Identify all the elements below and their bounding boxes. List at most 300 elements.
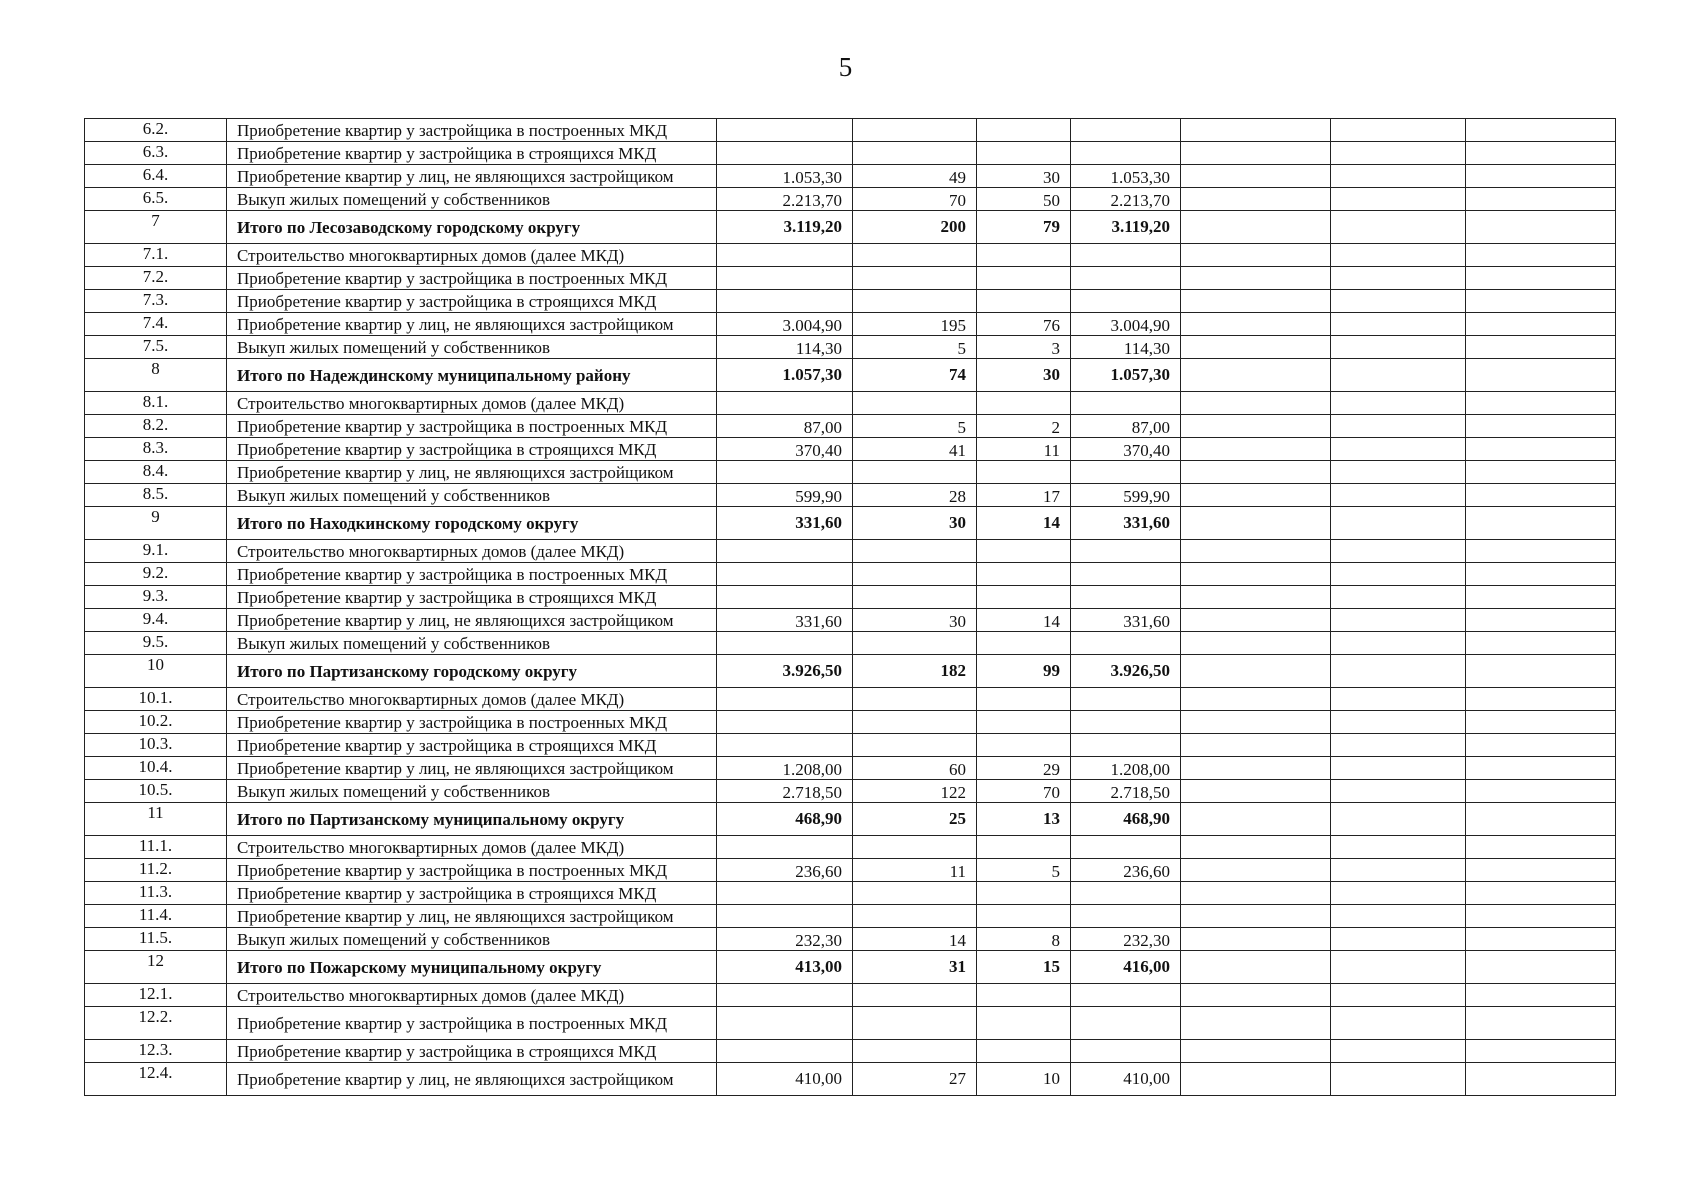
page-number: 5 xyxy=(838,52,853,82)
row-number-cell: 6.3. xyxy=(85,142,227,165)
table-row xyxy=(85,415,1616,438)
families-cell xyxy=(853,586,977,609)
families-cell xyxy=(853,836,977,859)
table-row xyxy=(85,928,1616,951)
empty-cell xyxy=(1181,119,1331,142)
row-name-cell: Приобретение квартир у застройщика в строящихся МКД xyxy=(227,438,717,461)
table-row xyxy=(85,688,1616,711)
premises-cell xyxy=(977,461,1071,484)
table-row xyxy=(85,632,1616,655)
empty-cell xyxy=(1181,313,1331,336)
families-cell: 195 xyxy=(853,313,977,336)
empty-cell xyxy=(1181,484,1331,507)
cost-cell xyxy=(717,1040,853,1063)
row-name-cell: Приобретение квартир у застройщика в строящихся МКД xyxy=(227,1040,717,1063)
families-cell: 5 xyxy=(853,415,977,438)
row-number-cell: 10.5. xyxy=(85,780,227,803)
amount-cell xyxy=(1071,711,1181,734)
families-cell xyxy=(853,632,977,655)
premises-cell xyxy=(977,905,1071,928)
cost-cell xyxy=(717,836,853,859)
cost-cell xyxy=(717,905,853,928)
row-name-cell: Итого по Партизанскому городскому округу xyxy=(227,655,717,688)
empty-cell xyxy=(1466,415,1616,438)
empty-cell xyxy=(1181,142,1331,165)
cost-cell xyxy=(717,1007,853,1040)
empty-cell xyxy=(1466,882,1616,905)
table-row xyxy=(85,1007,1616,1040)
row-number-cell: 9.3. xyxy=(85,586,227,609)
amount-cell xyxy=(1071,119,1181,142)
row-name-cell: Строительство многоквартирных домов (далее МКД) xyxy=(227,540,717,563)
row-name-cell: Приобретение квартир у застройщика в строящихся МКД xyxy=(227,142,717,165)
empty-cell xyxy=(1466,267,1616,290)
empty-cell xyxy=(1181,1040,1331,1063)
table-row xyxy=(85,313,1616,336)
cost-cell: 3.004,90 xyxy=(717,313,853,336)
empty-cell xyxy=(1466,142,1616,165)
empty-cell xyxy=(1181,711,1331,734)
families-cell: 74 xyxy=(853,359,977,392)
empty-cell xyxy=(1466,313,1616,336)
empty-cell xyxy=(1466,1040,1616,1063)
empty-cell xyxy=(1466,711,1616,734)
empty-cell xyxy=(1181,951,1331,984)
row-name-cell: Приобретение квартир у застройщика в построенных МКД xyxy=(227,415,717,438)
empty-cell xyxy=(1331,211,1466,244)
empty-cell xyxy=(1181,609,1331,632)
families-cell xyxy=(853,1040,977,1063)
premises-cell: 79 xyxy=(977,211,1071,244)
row-number-cell: 12.2. xyxy=(85,1007,227,1040)
cost-cell xyxy=(717,142,853,165)
empty-cell xyxy=(1331,757,1466,780)
empty-cell xyxy=(1331,859,1466,882)
families-cell xyxy=(853,461,977,484)
families-cell: 25 xyxy=(853,803,977,836)
premises-cell xyxy=(977,586,1071,609)
premises-cell: 14 xyxy=(977,609,1071,632)
empty-cell xyxy=(1181,290,1331,313)
row-number-cell: 6.5. xyxy=(85,188,227,211)
amount-cell xyxy=(1071,1007,1181,1040)
row-name-cell: Приобретение квартир у застройщика в построенных МКД xyxy=(227,267,717,290)
empty-cell xyxy=(1331,1007,1466,1040)
empty-cell xyxy=(1466,859,1616,882)
table-row xyxy=(85,836,1616,859)
row-number-cell: 9.5. xyxy=(85,632,227,655)
table-row xyxy=(85,392,1616,415)
table-row xyxy=(85,290,1616,313)
row-name-cell: Строительство многоквартирных домов (далее МКД) xyxy=(227,984,717,1007)
table-row xyxy=(85,882,1616,905)
table-row xyxy=(85,119,1616,142)
row-number-cell: 8 xyxy=(85,359,227,392)
row-name-cell: Выкуп жилых помещений у собственников xyxy=(227,780,717,803)
amount-cell: 1.057,30 xyxy=(1071,359,1181,392)
cost-cell: 2.718,50 xyxy=(717,780,853,803)
empty-cell xyxy=(1181,803,1331,836)
row-number-cell: 11.3. xyxy=(85,882,227,905)
premises-cell xyxy=(977,392,1071,415)
premises-cell: 13 xyxy=(977,803,1071,836)
empty-cell xyxy=(1466,392,1616,415)
empty-cell xyxy=(1331,484,1466,507)
empty-cell xyxy=(1331,415,1466,438)
empty-cell xyxy=(1466,655,1616,688)
empty-cell xyxy=(1331,632,1466,655)
empty-cell xyxy=(1466,563,1616,586)
amount-cell xyxy=(1071,563,1181,586)
row-number-cell: 10.2. xyxy=(85,711,227,734)
empty-cell xyxy=(1331,461,1466,484)
families-cell: 41 xyxy=(853,438,977,461)
families-cell xyxy=(853,688,977,711)
premises-cell xyxy=(977,244,1071,267)
amount-cell xyxy=(1071,836,1181,859)
premises-cell: 50 xyxy=(977,188,1071,211)
row-name-cell: Приобретение квартир у застройщика в строящихся МКД xyxy=(227,290,717,313)
row-name-cell: Строительство многоквартирных домов (далее МКД) xyxy=(227,244,717,267)
empty-cell xyxy=(1331,563,1466,586)
cost-cell: 3.119,20 xyxy=(717,211,853,244)
cost-cell xyxy=(717,586,853,609)
table-row xyxy=(85,1040,1616,1063)
families-cell: 60 xyxy=(853,757,977,780)
cost-cell: 410,00 xyxy=(717,1063,853,1096)
amount-cell xyxy=(1071,688,1181,711)
empty-cell xyxy=(1181,359,1331,392)
amount-cell: 599,90 xyxy=(1071,484,1181,507)
table-row xyxy=(85,142,1616,165)
row-number-cell: 6.2. xyxy=(85,119,227,142)
row-number-cell: 6.4. xyxy=(85,165,227,188)
premises-cell xyxy=(977,711,1071,734)
row-name-cell: Выкуп жилых помещений у собственников xyxy=(227,928,717,951)
empty-cell xyxy=(1466,688,1616,711)
amount-cell: 2.213,70 xyxy=(1071,188,1181,211)
empty-cell xyxy=(1331,507,1466,540)
row-number-cell: 8.1. xyxy=(85,392,227,415)
row-name-cell: Выкуп жилых помещений у собственников xyxy=(227,336,717,359)
premises-cell: 30 xyxy=(977,359,1071,392)
empty-cell xyxy=(1466,734,1616,757)
row-name-cell: Приобретение квартир у застройщика в построенных МКД xyxy=(227,859,717,882)
empty-cell xyxy=(1466,586,1616,609)
row-name-cell: Выкуп жилых помещений у собственников xyxy=(227,188,717,211)
premises-cell: 30 xyxy=(977,165,1071,188)
program-table xyxy=(84,118,1616,1096)
empty-cell xyxy=(1331,267,1466,290)
table-row xyxy=(85,711,1616,734)
empty-cell xyxy=(1181,632,1331,655)
empty-cell xyxy=(1466,290,1616,313)
cost-cell: 3.926,50 xyxy=(717,655,853,688)
table-row xyxy=(85,336,1616,359)
table-row xyxy=(85,780,1616,803)
amount-cell: 3.119,20 xyxy=(1071,211,1181,244)
empty-cell xyxy=(1181,188,1331,211)
amount-cell: 410,00 xyxy=(1071,1063,1181,1096)
premises-cell xyxy=(977,984,1071,1007)
empty-cell xyxy=(1331,359,1466,392)
table-body xyxy=(85,119,1616,1096)
empty-cell xyxy=(1181,415,1331,438)
premises-cell: 17 xyxy=(977,484,1071,507)
cost-cell: 599,90 xyxy=(717,484,853,507)
premises-cell xyxy=(977,563,1071,586)
families-cell: 49 xyxy=(853,165,977,188)
row-number-cell: 10.3. xyxy=(85,734,227,757)
families-cell: 200 xyxy=(853,211,977,244)
amount-cell: 2.718,50 xyxy=(1071,780,1181,803)
row-number-cell: 9 xyxy=(85,507,227,540)
row-name-cell: Приобретение квартир у лиц, не являющихся застройщиком xyxy=(227,461,717,484)
families-cell xyxy=(853,984,977,1007)
families-cell: 30 xyxy=(853,609,977,632)
cost-cell xyxy=(717,540,853,563)
cost-cell xyxy=(717,267,853,290)
cost-cell xyxy=(717,461,853,484)
empty-cell xyxy=(1331,688,1466,711)
table-row xyxy=(85,586,1616,609)
families-cell xyxy=(853,882,977,905)
amount-cell: 416,00 xyxy=(1071,951,1181,984)
empty-cell xyxy=(1466,836,1616,859)
empty-cell xyxy=(1331,1040,1466,1063)
cost-cell: 1.208,00 xyxy=(717,757,853,780)
premises-cell: 2 xyxy=(977,415,1071,438)
amount-cell: 331,60 xyxy=(1071,507,1181,540)
premises-cell xyxy=(977,1007,1071,1040)
families-cell xyxy=(853,244,977,267)
empty-cell xyxy=(1331,711,1466,734)
cost-cell xyxy=(717,392,853,415)
families-cell: 122 xyxy=(853,780,977,803)
cost-cell: 413,00 xyxy=(717,951,853,984)
empty-cell xyxy=(1331,803,1466,836)
empty-cell xyxy=(1466,359,1616,392)
row-name-cell: Приобретение квартир у застройщика в строящихся МКД xyxy=(227,882,717,905)
row-number-cell: 7.5. xyxy=(85,336,227,359)
row-number-cell: 11.1. xyxy=(85,836,227,859)
empty-cell xyxy=(1181,984,1331,1007)
empty-cell xyxy=(1466,632,1616,655)
cost-cell xyxy=(717,711,853,734)
amount-cell xyxy=(1071,632,1181,655)
empty-cell xyxy=(1181,655,1331,688)
table-total-row xyxy=(85,507,1616,540)
families-cell xyxy=(853,142,977,165)
row-number-cell: 7 xyxy=(85,211,227,244)
premises-cell: 11 xyxy=(977,438,1071,461)
empty-cell xyxy=(1331,142,1466,165)
amount-cell: 370,40 xyxy=(1071,438,1181,461)
row-number-cell: 9.1. xyxy=(85,540,227,563)
row-name-cell: Итого по Пожарскому муниципальному округу xyxy=(227,951,717,984)
table-total-row xyxy=(85,211,1616,244)
empty-cell xyxy=(1466,507,1616,540)
table-row xyxy=(85,484,1616,507)
row-name-cell: Итого по Партизанскому муниципальному округу xyxy=(227,803,717,836)
row-name-cell: Строительство многоквартирных домов (далее МКД) xyxy=(227,836,717,859)
table-row xyxy=(85,267,1616,290)
table-row xyxy=(85,905,1616,928)
families-cell: 31 xyxy=(853,951,977,984)
row-name-cell: Приобретение квартир у лиц, не являющихся застройщиком xyxy=(227,905,717,928)
row-name-cell: Приобретение квартир у лиц, не являющихся застройщиком xyxy=(227,1063,717,1096)
amount-cell: 3.004,90 xyxy=(1071,313,1181,336)
empty-cell xyxy=(1181,757,1331,780)
table-row xyxy=(85,438,1616,461)
empty-cell xyxy=(1181,780,1331,803)
row-name-cell: Приобретение квартир у лиц, не являющихся застройщиком xyxy=(227,609,717,632)
families-cell: 5 xyxy=(853,336,977,359)
empty-cell xyxy=(1466,165,1616,188)
families-cell xyxy=(853,734,977,757)
families-cell xyxy=(853,540,977,563)
amount-cell: 3.926,50 xyxy=(1071,655,1181,688)
empty-cell xyxy=(1181,836,1331,859)
cost-cell xyxy=(717,290,853,313)
families-cell: 182 xyxy=(853,655,977,688)
amount-cell xyxy=(1071,905,1181,928)
table-row xyxy=(85,984,1616,1007)
amount-cell xyxy=(1071,734,1181,757)
row-name-cell: Итого по Лесозаводскому городскому округу xyxy=(227,211,717,244)
row-name-cell: Строительство многоквартирных домов (далее МКД) xyxy=(227,392,717,415)
empty-cell xyxy=(1181,859,1331,882)
empty-cell xyxy=(1181,211,1331,244)
cost-cell: 232,30 xyxy=(717,928,853,951)
table-row xyxy=(85,859,1616,882)
cost-cell: 1.057,30 xyxy=(717,359,853,392)
families-cell: 30 xyxy=(853,507,977,540)
premises-cell: 29 xyxy=(977,757,1071,780)
empty-cell xyxy=(1331,882,1466,905)
cost-cell xyxy=(717,563,853,586)
amount-cell xyxy=(1071,267,1181,290)
empty-cell xyxy=(1466,984,1616,1007)
row-number-cell: 10.1. xyxy=(85,688,227,711)
empty-cell xyxy=(1331,438,1466,461)
row-name-cell: Приобретение квартир у застройщика в построенных МКД xyxy=(227,119,717,142)
cost-cell: 2.213,70 xyxy=(717,188,853,211)
table-row xyxy=(85,461,1616,484)
row-number-cell: 12.4. xyxy=(85,1063,227,1096)
families-cell xyxy=(853,711,977,734)
families-cell xyxy=(853,392,977,415)
row-name-cell: Приобретение квартир у застройщика в построенных МКД xyxy=(227,1007,717,1040)
empty-cell xyxy=(1466,609,1616,632)
empty-cell xyxy=(1181,461,1331,484)
premises-cell xyxy=(977,632,1071,655)
empty-cell xyxy=(1466,1007,1616,1040)
row-name-cell: Выкуп жилых помещений у собственников xyxy=(227,632,717,655)
empty-cell xyxy=(1331,290,1466,313)
table-row xyxy=(85,540,1616,563)
cost-cell: 87,00 xyxy=(717,415,853,438)
premises-cell: 14 xyxy=(977,507,1071,540)
row-number-cell: 8.3. xyxy=(85,438,227,461)
empty-cell xyxy=(1466,780,1616,803)
empty-cell xyxy=(1181,267,1331,290)
empty-cell xyxy=(1181,1063,1331,1096)
row-number-cell: 8.2. xyxy=(85,415,227,438)
premises-cell: 3 xyxy=(977,336,1071,359)
table-row xyxy=(85,757,1616,780)
table-row xyxy=(85,165,1616,188)
table-total-row xyxy=(85,359,1616,392)
cost-cell xyxy=(717,119,853,142)
empty-cell xyxy=(1181,882,1331,905)
empty-cell xyxy=(1331,165,1466,188)
table-row xyxy=(85,244,1616,267)
empty-cell xyxy=(1181,905,1331,928)
row-number-cell: 12.1. xyxy=(85,984,227,1007)
row-name-cell: Итого по Надеждинскому муниципальному району xyxy=(227,359,717,392)
premises-cell xyxy=(977,882,1071,905)
row-number-cell: 7.1. xyxy=(85,244,227,267)
empty-cell xyxy=(1331,119,1466,142)
empty-cell xyxy=(1331,336,1466,359)
row-number-cell: 11.4. xyxy=(85,905,227,928)
empty-cell xyxy=(1181,165,1331,188)
cost-cell: 331,60 xyxy=(717,609,853,632)
families-cell: 14 xyxy=(853,928,977,951)
row-name-cell: Выкуп жилых помещений у собственников xyxy=(227,484,717,507)
empty-cell xyxy=(1331,609,1466,632)
empty-cell xyxy=(1331,984,1466,1007)
families-cell: 27 xyxy=(853,1063,977,1096)
empty-cell xyxy=(1331,244,1466,267)
row-name-cell: Строительство многоквартирных домов (далее МКД) xyxy=(227,688,717,711)
empty-cell xyxy=(1181,392,1331,415)
empty-cell xyxy=(1181,336,1331,359)
cost-cell: 370,40 xyxy=(717,438,853,461)
premises-cell: 70 xyxy=(977,780,1071,803)
row-number-cell: 7.4. xyxy=(85,313,227,336)
empty-cell xyxy=(1331,780,1466,803)
families-cell: 11 xyxy=(853,859,977,882)
cost-cell: 114,30 xyxy=(717,336,853,359)
premises-cell xyxy=(977,119,1071,142)
premises-cell xyxy=(977,1040,1071,1063)
table-total-row xyxy=(85,655,1616,688)
amount-cell xyxy=(1071,461,1181,484)
empty-cell xyxy=(1466,119,1616,142)
empty-cell xyxy=(1181,734,1331,757)
amount-cell xyxy=(1071,290,1181,313)
row-number-cell: 10 xyxy=(85,655,227,688)
table-row xyxy=(85,734,1616,757)
empty-cell xyxy=(1466,928,1616,951)
empty-cell xyxy=(1466,1063,1616,1096)
row-name-cell: Приобретение квартир у застройщика в строящихся МКД xyxy=(227,586,717,609)
cost-cell xyxy=(717,632,853,655)
empty-cell xyxy=(1181,586,1331,609)
row-number-cell: 11.5. xyxy=(85,928,227,951)
empty-cell xyxy=(1331,951,1466,984)
row-number-cell: 8.5. xyxy=(85,484,227,507)
empty-cell xyxy=(1181,688,1331,711)
amount-cell xyxy=(1071,244,1181,267)
empty-cell xyxy=(1466,803,1616,836)
table-total-row xyxy=(85,951,1616,984)
row-number-cell: 9.4. xyxy=(85,609,227,632)
premises-cell: 8 xyxy=(977,928,1071,951)
amount-cell: 468,90 xyxy=(1071,803,1181,836)
